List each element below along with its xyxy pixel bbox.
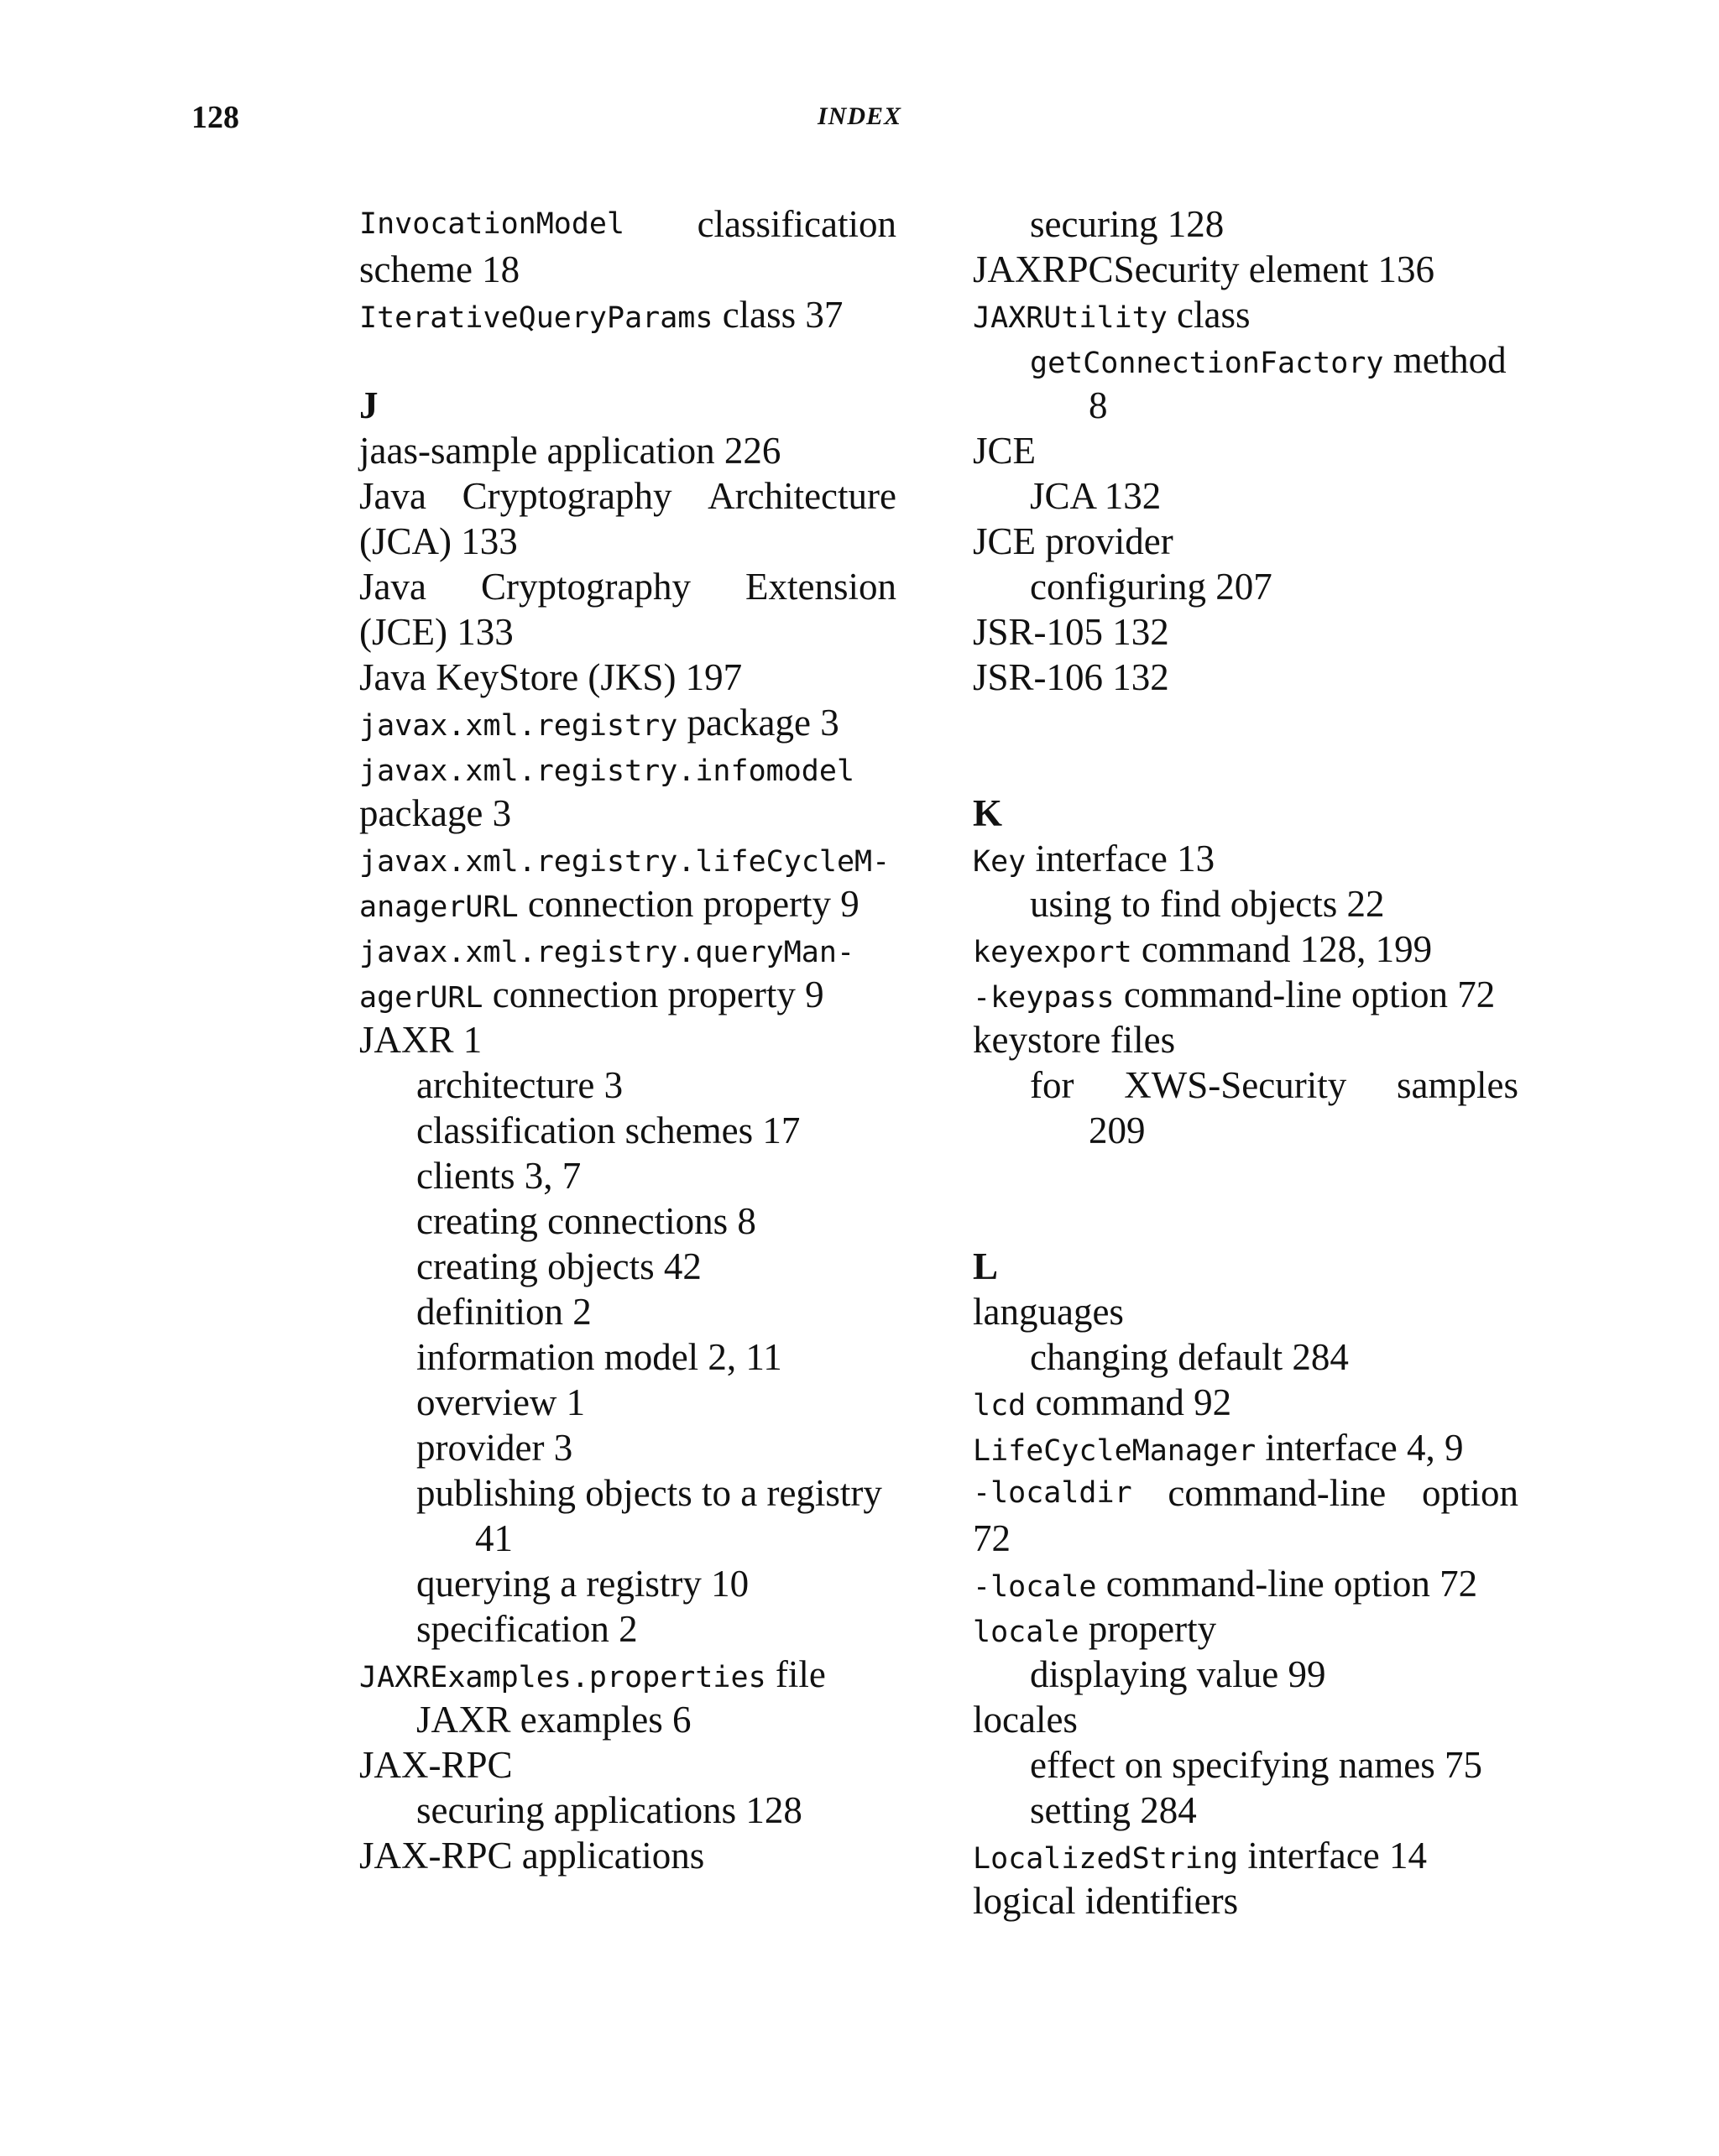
index-entry — [973, 972, 1518, 1017]
entry-text: interface 13 — [1026, 838, 1215, 880]
entry-text: Architecture — [708, 475, 896, 517]
index-column-right — [973, 201, 1518, 1924]
entry-text: connection property 9 — [483, 974, 824, 1015]
code-term: locale — [973, 1616, 1079, 1649]
index-entry — [359, 791, 896, 836]
section-letter — [359, 383, 896, 428]
code-term: getConnectionFactory — [1030, 347, 1384, 380]
index-entry — [359, 609, 896, 655]
entry-text: K — [973, 792, 1003, 834]
entry-text: property — [1079, 1608, 1217, 1650]
entry-text: JAXR examples 6 — [416, 1699, 692, 1741]
entry-text: JCE provider — [973, 520, 1173, 562]
index-entry — [359, 519, 896, 564]
index-entry — [359, 836, 896, 881]
index-entry — [359, 1289, 896, 1334]
entry-text: 8 — [1089, 384, 1108, 426]
index-entry — [973, 1652, 1518, 1697]
index-entry — [973, 1516, 1518, 1561]
entry-text: effect on specifying names 75 — [1030, 1744, 1482, 1786]
index-entry — [973, 247, 1518, 292]
entry-text: L — [973, 1245, 999, 1287]
entry-text: scheme 18 — [359, 248, 520, 290]
index-column-left — [359, 201, 896, 1878]
entry-text: architecture 3 — [416, 1064, 624, 1106]
index-entry — [359, 1470, 896, 1516]
entry-text: command 128, 199 — [1131, 928, 1433, 970]
entry-text: logical identifiers — [973, 1880, 1239, 1922]
entry-text: creating connections 8 — [416, 1200, 756, 1242]
entry-text: using to find objects 22 — [1030, 883, 1385, 925]
section-letter — [973, 791, 1518, 836]
entry-text: J — [359, 384, 379, 426]
entry-text: provider 3 — [416, 1427, 573, 1469]
index-entry — [973, 292, 1518, 337]
section-letter — [973, 1244, 1518, 1289]
index-entry — [359, 927, 896, 972]
entry-text: file — [765, 1653, 826, 1695]
index-entry — [359, 428, 896, 473]
index-entry — [973, 519, 1518, 564]
entry-text: 209 — [1089, 1109, 1146, 1151]
entry-text: command-line — [1168, 1472, 1387, 1514]
entry-text: command-line option 72 — [1096, 1563, 1478, 1605]
index-entry — [359, 1697, 896, 1742]
entry-text: Extension — [745, 566, 896, 608]
entry-text: clients 3, 7 — [416, 1155, 582, 1197]
index-entry — [359, 292, 896, 337]
code-term: javax.xml.registry — [359, 709, 678, 743]
entry-text: creating objects 42 — [416, 1245, 702, 1287]
code-term: IterativeQueryParams — [359, 301, 713, 335]
index-entry — [973, 564, 1518, 609]
entry-text: JAX-RPC applications — [359, 1835, 705, 1877]
entry-text: Cryptography — [462, 475, 672, 517]
code-term: LifeCycleManager — [973, 1434, 1257, 1468]
index-entry — [973, 1470, 1518, 1516]
index-entry — [359, 1833, 896, 1878]
entry-text: languages — [973, 1291, 1124, 1333]
index-entry — [359, 881, 896, 927]
index-entry — [359, 1244, 896, 1289]
index-entry — [359, 564, 896, 609]
index-entry — [973, 337, 1518, 383]
entry-text: Java KeyStore (JKS) 197 — [359, 656, 743, 698]
index-entry — [359, 473, 896, 519]
entry-text: securing 128 — [1030, 203, 1225, 245]
entry-text: classification — [697, 203, 896, 245]
entry-text: displaying value 99 — [1030, 1653, 1326, 1695]
running-title: INDEX — [817, 102, 902, 130]
index-entry — [359, 1561, 896, 1606]
entry-text: JSR-105 132 — [973, 611, 1169, 653]
entry-text: command 92 — [1026, 1381, 1232, 1423]
index-entry — [973, 383, 1518, 428]
entry-text: XWS-Security — [1124, 1064, 1347, 1106]
entry-text: JAXR 1 — [359, 1019, 483, 1061]
index-entry — [973, 1380, 1518, 1425]
index-entry — [973, 927, 1518, 972]
code-term: JAXRUtility — [973, 301, 1168, 335]
index-entry — [359, 1062, 896, 1108]
code-term: agerURL — [359, 981, 483, 1015]
code-term: javax.xml.registry.infomodel — [359, 754, 855, 788]
index-entry — [973, 1108, 1518, 1153]
index-entry — [973, 609, 1518, 655]
entry-text: publishing objects to a registry — [416, 1472, 882, 1514]
spacer — [973, 700, 1518, 745]
entry-text: option — [1421, 1472, 1518, 1514]
index-entry — [359, 1334, 896, 1380]
index-entry — [359, 1788, 896, 1833]
entry-text: keystore files — [973, 1019, 1176, 1061]
index-entry — [973, 1833, 1518, 1878]
index-entry — [973, 428, 1518, 473]
index-entry — [973, 836, 1518, 881]
entry-text: configuring 207 — [1030, 566, 1272, 608]
index-entry — [359, 1108, 896, 1153]
entry-text: class — [1167, 294, 1251, 336]
index-entry — [359, 247, 896, 292]
entry-text: interface 14 — [1238, 1835, 1427, 1877]
index-entry — [359, 1606, 896, 1652]
code-term: JAXRExamples.properties — [359, 1661, 766, 1694]
code-term: keyexport — [973, 936, 1132, 969]
index-entry — [359, 1017, 896, 1062]
entry-text: method — [1383, 339, 1507, 381]
index-entry — [359, 745, 896, 791]
index-entry — [973, 473, 1518, 519]
entry-text: 41 — [475, 1517, 513, 1559]
code-term: javax.xml.registry.lifeCycleM- — [359, 845, 891, 879]
entry-text: information model 2, 11 — [416, 1336, 782, 1378]
index-entry — [973, 1878, 1518, 1924]
code-term: InvocationModel — [359, 207, 625, 241]
entry-text: changing default 284 — [1030, 1336, 1349, 1378]
index-entry — [359, 1198, 896, 1244]
index-entry — [973, 1606, 1518, 1652]
index-entry — [973, 1697, 1518, 1742]
entry-text: for — [1030, 1064, 1074, 1106]
entry-text: locales — [973, 1699, 1078, 1741]
index-entry — [973, 1742, 1518, 1788]
index-entry — [973, 1289, 1518, 1334]
entry-text: JSR-106 132 — [973, 656, 1169, 698]
entry-text: querying a registry 10 — [416, 1563, 750, 1605]
entry-text: specification 2 — [416, 1608, 638, 1650]
entry-text: package 3 — [359, 792, 512, 834]
code-term: LocalizedString — [973, 1842, 1239, 1876]
entry-text: Cryptography — [481, 566, 691, 608]
index-entry — [359, 1516, 896, 1561]
spacer — [973, 745, 1518, 791]
index-entry — [973, 881, 1518, 927]
entry-text: interface 4, 9 — [1256, 1427, 1464, 1469]
spacer — [973, 1198, 1518, 1244]
entry-text: 72 — [973, 1517, 1011, 1559]
code-term: lcd — [973, 1389, 1027, 1423]
entry-text: overview 1 — [416, 1381, 586, 1423]
entry-text: command-line option 72 — [1114, 974, 1496, 1015]
spacer — [973, 1153, 1518, 1198]
entry-text: JCA 132 — [1030, 475, 1162, 517]
index-entry — [359, 1652, 896, 1697]
index-entry — [359, 1153, 896, 1198]
index-entry — [359, 1742, 896, 1788]
index-entry — [973, 655, 1518, 700]
entry-text: package 3 — [677, 702, 839, 744]
index-entry — [973, 201, 1518, 247]
code-term: -localdir — [973, 1476, 1132, 1510]
entry-text: setting 284 — [1030, 1789, 1197, 1831]
entry-text: (JCE) 133 — [359, 611, 514, 653]
code-term: -keypass — [973, 981, 1115, 1015]
index-entry — [359, 655, 896, 700]
entry-text: securing applications 128 — [416, 1789, 802, 1831]
entry-text: class 37 — [713, 294, 844, 336]
page-number: 128 — [191, 100, 239, 135]
code-term: -locale — [973, 1570, 1097, 1604]
entry-text: jaas-sample application 226 — [359, 430, 781, 472]
index-entry — [973, 1062, 1518, 1108]
code-term: Key — [973, 845, 1027, 879]
index-entry — [359, 700, 896, 745]
entry-text: JCE — [973, 430, 1037, 472]
entry-text: Java — [359, 566, 426, 608]
entry-text: Java — [359, 475, 426, 517]
spacer — [359, 337, 896, 383]
code-term: anagerURL — [359, 890, 519, 924]
index-entry — [973, 1425, 1518, 1470]
entry-text: definition 2 — [416, 1291, 592, 1333]
index-entry — [359, 201, 896, 247]
entry-text: JAXRPCSecurity element 136 — [973, 248, 1434, 290]
entry-text: JAX-RPC — [359, 1744, 513, 1786]
index-entry — [359, 1425, 896, 1470]
code-term: javax.xml.registry.queryMan- — [359, 936, 855, 969]
entry-text: (JCA) 133 — [359, 520, 518, 562]
index-entry — [973, 1561, 1518, 1606]
entry-text: connection property 9 — [518, 883, 860, 925]
index-entry — [973, 1017, 1518, 1062]
entry-text: samples — [1397, 1064, 1518, 1106]
index-entry — [359, 1380, 896, 1425]
index-entry — [973, 1788, 1518, 1833]
index-entry — [359, 972, 896, 1017]
entry-text: classification schemes 17 — [416, 1109, 801, 1151]
index-entry — [973, 1334, 1518, 1380]
